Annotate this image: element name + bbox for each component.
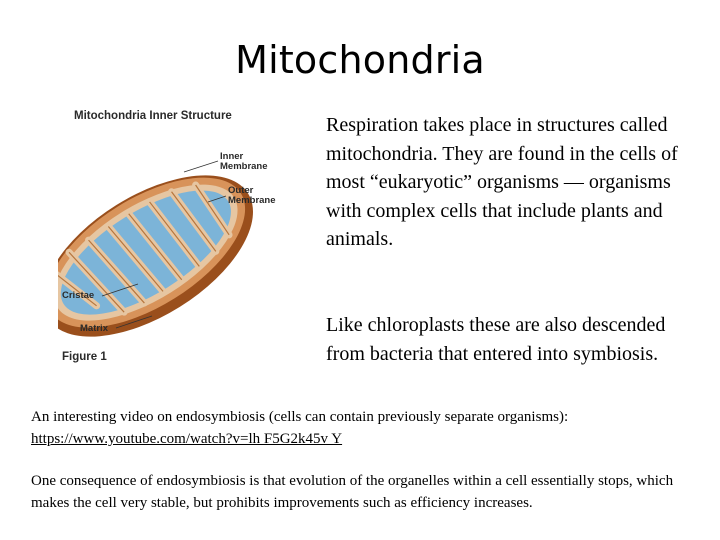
figure-caption: Figure 1	[62, 351, 107, 363]
consequence-paragraph: One consequence of endosymbiosis is that evolution of the organelles within a cell essentially stops, which makes the cell very stable, but prohibits improvements such as efficiency increases.	[31, 473, 674, 511]
video-link[interactable]: https://www.youtube.com/watch?v=lh F5G2k45v Y	[31, 431, 343, 447]
matrix-label: Matrix	[80, 323, 108, 334]
cristae-label: Cristae	[62, 290, 95, 301]
figure-heading: Mitochondria Inner Structure	[74, 110, 232, 122]
slide-title: Mitochondria	[235, 38, 485, 82]
respiration-paragraph: Respiration takes place in structures called mitochondria. They are found in the cells of most “eukaryotic” organisms — organisms with complex cells that include plants and animals.	[326, 114, 678, 250]
video-intro-text: An interesting video on endosymbiosis (cells can contain previously separate organisms):	[31, 409, 569, 425]
inner-membrane-label: Inner Membrane	[220, 151, 268, 172]
outer-membrane-label: Outer Membrane	[228, 185, 276, 206]
chloroplast-paragraph: Like chloroplasts these are also descended from bacteria that entered into symbiosis.	[326, 314, 666, 365]
mitochondria-figure	[58, 106, 308, 386]
video-note	[31, 406, 711, 450]
mitochondria-illustration	[58, 106, 308, 386]
